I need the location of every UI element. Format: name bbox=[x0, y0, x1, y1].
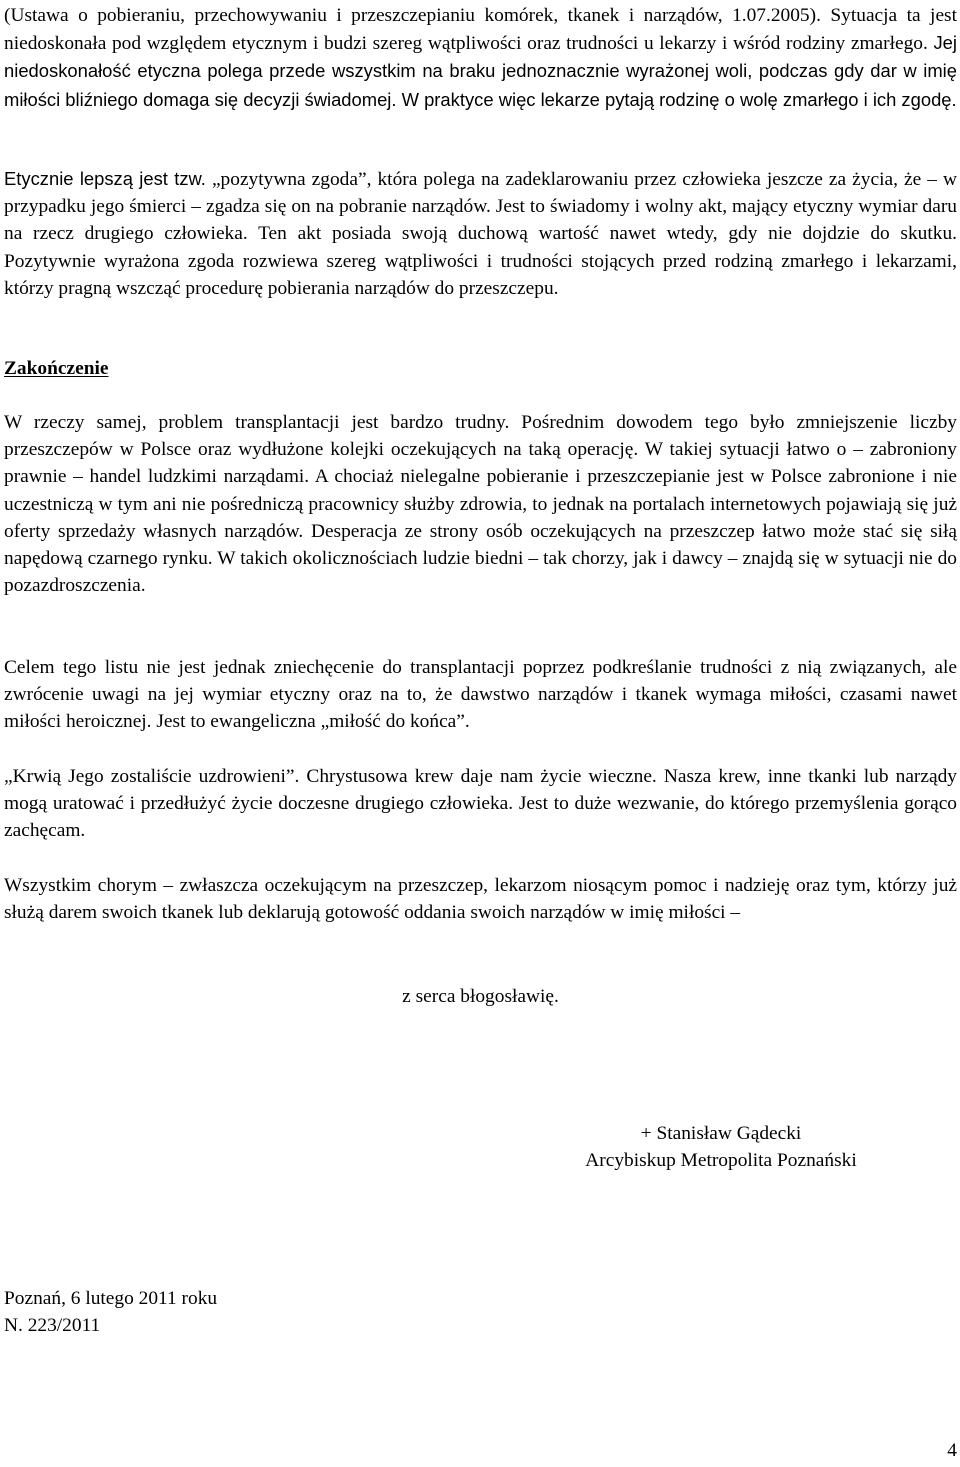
signature-name: + Stanisław Gądecki bbox=[640, 1123, 802, 1144]
signature-title: Arcybiskup Metropolita Poznański bbox=[585, 1150, 857, 1171]
paragraph-2-serif-text: „pozytywna zgoda”, która polega na zadeklarowaniu przez człowieka jeszcze za życia, że – w przypadku jego śmierci – zgadza się on na pobranie narządów. Jest to świadomy i wolny akt, mający etyczny wymiar daru na rzecz drugiego człowieka. Ten akt posiada swoją duchową wartość nawet wtedy, gdy nie dojdzie do skutku. Pozytywnie wyrażona zgoda rozwiewa szereg wątpliwości i trudności stojących przed rodziną zmarłego i lekarzami, którzy pragną wszcząć procedurę pobierania narządów do przeszczepu. bbox=[4, 169, 957, 299]
paragraph-6: Wszystkim chorym – zwłaszcza oczekującym na przeszczep, lekarzom niosącym pomoc i nadzieję oraz tym, którzy już służą darem swoich tkanek lub deklarują gotowość oddania swoich narządów w imię miłości – bbox=[4, 875, 957, 924]
blessing-line: z serca błogosławię. bbox=[402, 986, 559, 1007]
paragraph-3: W rzeczy samej, problem transplantacji jest bardzo trudny. Pośrednim dowodem tego było zmniejszenie liczby przeszczepów w Polsce oraz wydłużone kolejki oczekujących na taką operację. W takiej sytuacji łatwo o – zabroniony prawnie – handel ludzkimi narządami. A chociaż nielegalne pobieranie i przeszczepianie jest w Polsce zabronione i nie uczestniczą w tym ani nie pośredniczą pracownicy służby zdrowia, to jednak na portalach internetowych pojawiają się już oferty sprzedaży własnych narządów. Desperacja ze strony osób oczekujących na przeszczep łatwo może stać się siłą napędową czarnego rynku. W takich okolicznościach ludzie biedni – tak chorzy, jak i dawcy – znajdą się w sytuacji nie do pozazdroszczenia. bbox=[4, 412, 957, 597]
section-heading: Zakończenie bbox=[4, 358, 109, 379]
paragraph-2 bbox=[4, 165, 957, 302]
paragraph-1 bbox=[4, 2, 957, 114]
paragraph-2-sans-text: Etycznie lepszą jest tzw. bbox=[4, 168, 206, 189]
paragraph-1-sans-text: Jej niedoskonałość etyczna polega przede wszystkim na braku jednoznacznie wyrażonej woli, podczas gdy dar w imię miłości bliźniego domaga się decyzji świadomej. W praktyce więc lekarze pytają rodzinę o wolę zmarłego i ich zgodę. bbox=[4, 32, 957, 110]
date-block bbox=[4, 1285, 217, 1339]
paragraph-1-serif-text: (Ustawa o pobieraniu, przechowywaniu i przeszczepianiu komórek, tkanek i narządów, 1.07.2005). Sytuacja ta jest niedoskonała pod względem etycznym i budzi szereg wątpliwości oraz trudności u lekarzy i wśród rodziny zmarłego. bbox=[4, 5, 957, 55]
paragraph-4: Celem tego listu nie jest jednak zniechęcenie do transplantacji poprzez podkreślanie trudności z nią związanych, ale zwrócenie uwagi na jej wymiar etyczny oraz na to, że dawstwo narządów i tkanek wymaga miłości, czasami nawet miłości heroicznej. Jest to ewangeliczna „miłość do końca”. bbox=[4, 657, 957, 733]
reference-number: N. 223/2011 bbox=[4, 1315, 101, 1336]
document-page bbox=[4, 0, 957, 1467]
paragraph-5: „Krwią Jego zostaliście uzdrowieni”. Chrystusowa krew daje nam życie wieczne. Nasza krew, inne tkanki lub narządy mogą uratować i przedłużyć życie doczesne drugiego człowieka. Jest to duże wezwanie, do którego przemyślenia gorąco zachęcam. bbox=[4, 766, 957, 842]
place-date: Poznań, 6 lutego 2011 roku bbox=[4, 1288, 218, 1309]
signature-block bbox=[553, 1120, 889, 1174]
page-number: 4 bbox=[947, 1440, 957, 1461]
